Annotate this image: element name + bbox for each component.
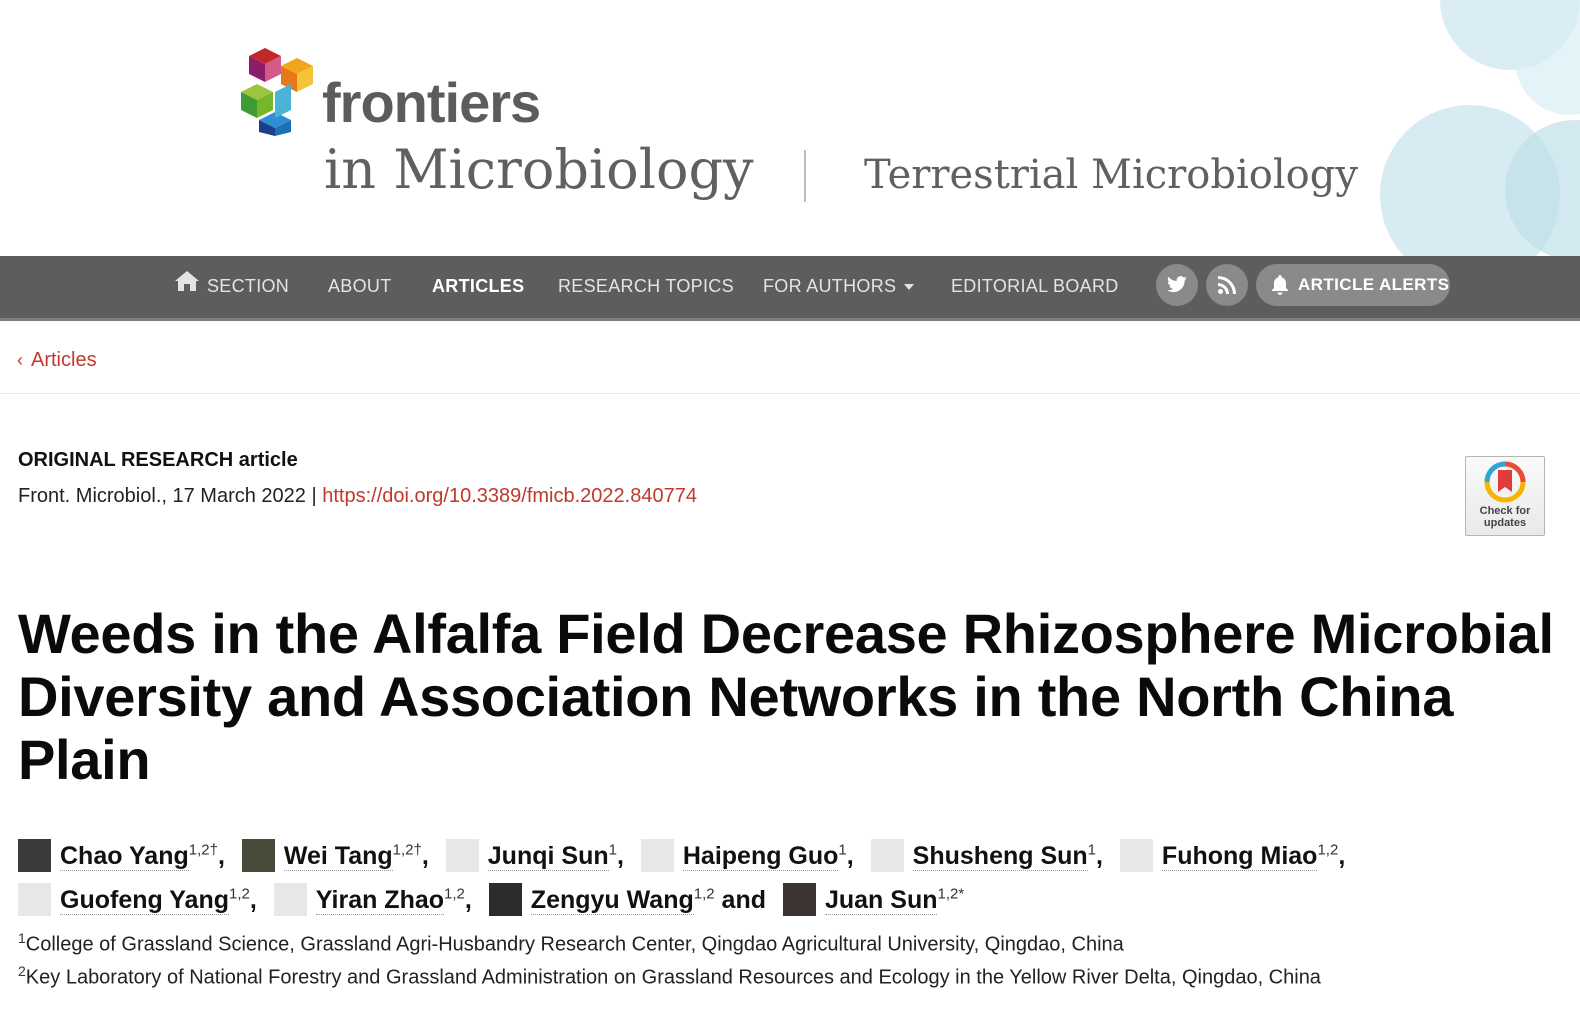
article-title: Weeds in the Alfalfa Field Decrease Rhizosphere Microbial Diversity and Association Networks in the North China Plain (18, 602, 1554, 791)
affiliation (18, 930, 1124, 957)
article-type-bold: ORIGINAL RESEARCH (18, 449, 234, 471)
author-name[interactable]: Wei Tang (283, 842, 393, 871)
twitter-icon (1166, 276, 1188, 294)
crossmark-icon (1483, 460, 1527, 504)
nav-item-section[interactable]: SECTION (207, 276, 290, 296)
twitter-button[interactable] (1156, 264, 1198, 306)
author-name[interactable]: Fuhong Miao (1161, 842, 1318, 871)
affiliation-number: 2 (18, 963, 26, 979)
brand-wordmark[interactable]: frontiers (322, 71, 541, 134)
citation-separator: | (311, 485, 317, 507)
author-avatar (18, 839, 51, 872)
nav-item-for-authors[interactable] (763, 276, 914, 297)
author-avatar-placeholder-icon (641, 839, 674, 872)
nav-item-editorial-board[interactable]: EDITORIAL BOARD (951, 276, 1119, 296)
breadcrumb-label: Articles (31, 349, 97, 371)
author[interactable] (871, 842, 1113, 870)
author[interactable] (783, 886, 974, 914)
author-name[interactable]: Shusheng Sun (912, 842, 1088, 871)
article-alerts-label: ARTICLE ALERTS (1298, 275, 1450, 294)
author-separator: , (1096, 842, 1103, 871)
author-affiliation: 1,2 (229, 885, 250, 903)
frontiers-logo-icon (241, 48, 315, 136)
nav-item-about[interactable]: ABOUT (328, 276, 392, 296)
rss-icon (1217, 275, 1237, 295)
author-affiliation: 1 (608, 842, 617, 859)
nav-item-for-authors-label: FOR AUTHORS (763, 276, 897, 296)
author[interactable] (274, 886, 482, 914)
site-header (0, 0, 1580, 256)
author[interactable] (489, 886, 776, 914)
bell-icon (1270, 274, 1290, 296)
author-separator: , (421, 842, 429, 871)
author-separator: , (846, 842, 854, 871)
author-affiliation: 1 (1087, 842, 1097, 859)
author[interactable] (242, 842, 439, 870)
author-name[interactable]: Junqi Sun (487, 842, 609, 871)
breadcrumb (0, 321, 1580, 394)
article-type-rest: article (238, 449, 298, 471)
author-affiliation: 1,2† (392, 842, 422, 859)
breadcrumb-articles-link[interactable] (17, 349, 97, 372)
affiliation-text: Key Laboratory of National Forestry and Grassland Administration on Grassland Resources and Ecology in the Yellow River Delta, Qingdao, China (25, 966, 1321, 989)
affiliation (18, 963, 1321, 990)
author-avatar-placeholder-icon (1120, 839, 1153, 872)
author[interactable] (446, 842, 634, 870)
author-affiliation: 1 (838, 842, 847, 859)
section-name[interactable]: Terrestrial Microbiology (864, 152, 1358, 198)
author[interactable] (1120, 842, 1355, 870)
author-avatar-placeholder-icon (446, 839, 479, 872)
author-affiliation: 1,2 (693, 885, 715, 903)
author[interactable] (641, 842, 864, 870)
author-avatar-placeholder-icon (18, 883, 51, 916)
author-avatar-placeholder-icon (274, 883, 307, 916)
header-divider (804, 150, 806, 202)
home-icon[interactable] (174, 270, 200, 292)
author-name[interactable]: Haipeng Guo (682, 842, 839, 871)
check-for-updates-label: Check for updates (1479, 505, 1531, 529)
author-list (18, 832, 1568, 919)
author-avatar (242, 839, 275, 872)
author-name[interactable]: Chao Yang (60, 842, 189, 871)
affiliation-text: College of Grassland Science, Grassland Agri-Husbandry Research Center, Qingdao Agricultural University, Qingdao, China (25, 933, 1124, 956)
author-separator: , (217, 842, 225, 871)
check-for-updates-badge[interactable] (1465, 456, 1545, 536)
chevron-down-icon (904, 284, 914, 290)
author-name[interactable]: Zengyu Wang (530, 885, 694, 914)
author-affiliation: 1,2* (937, 885, 965, 903)
rss-button[interactable] (1206, 264, 1248, 306)
nav-item-articles[interactable]: ARTICLES (432, 276, 525, 296)
author-affiliation: 1,2† (188, 842, 218, 859)
author-avatar (783, 883, 816, 916)
nav-item-research-topics[interactable]: RESEARCH TOPICS (558, 276, 734, 296)
author-separator: , (616, 842, 624, 871)
author-avatar (489, 883, 522, 916)
author-separator: , (249, 885, 257, 914)
author-name[interactable]: Yiran Zhao (315, 885, 445, 914)
doi-link[interactable]: https://doi.org/10.3389/fmicb.2022.840774 (322, 485, 697, 507)
author[interactable] (18, 886, 267, 914)
author-affiliation: 1,2 (444, 885, 465, 903)
author-name[interactable]: Guofeng Yang (60, 885, 229, 914)
author-name[interactable]: Juan Sun (824, 885, 938, 914)
decorative-bubbles (1320, 0, 1580, 256)
chevron-left-icon: ‹ (17, 350, 23, 370)
article-citation (18, 485, 697, 508)
author-separator: , (1338, 842, 1346, 871)
author-avatar-placeholder-icon (871, 839, 904, 872)
journal-name[interactable]: in Microbiology (324, 138, 754, 201)
author[interactable] (18, 842, 235, 870)
affiliation-number: 1 (18, 930, 26, 946)
article-alerts-button[interactable] (1256, 264, 1450, 306)
author-separator: and (714, 885, 767, 914)
author-affiliation: 1,2 (1317, 842, 1339, 859)
author-separator: , (464, 885, 472, 914)
article-type (18, 449, 298, 472)
journal-date: Front. Microbiol., 17 March 2022 (18, 485, 306, 507)
